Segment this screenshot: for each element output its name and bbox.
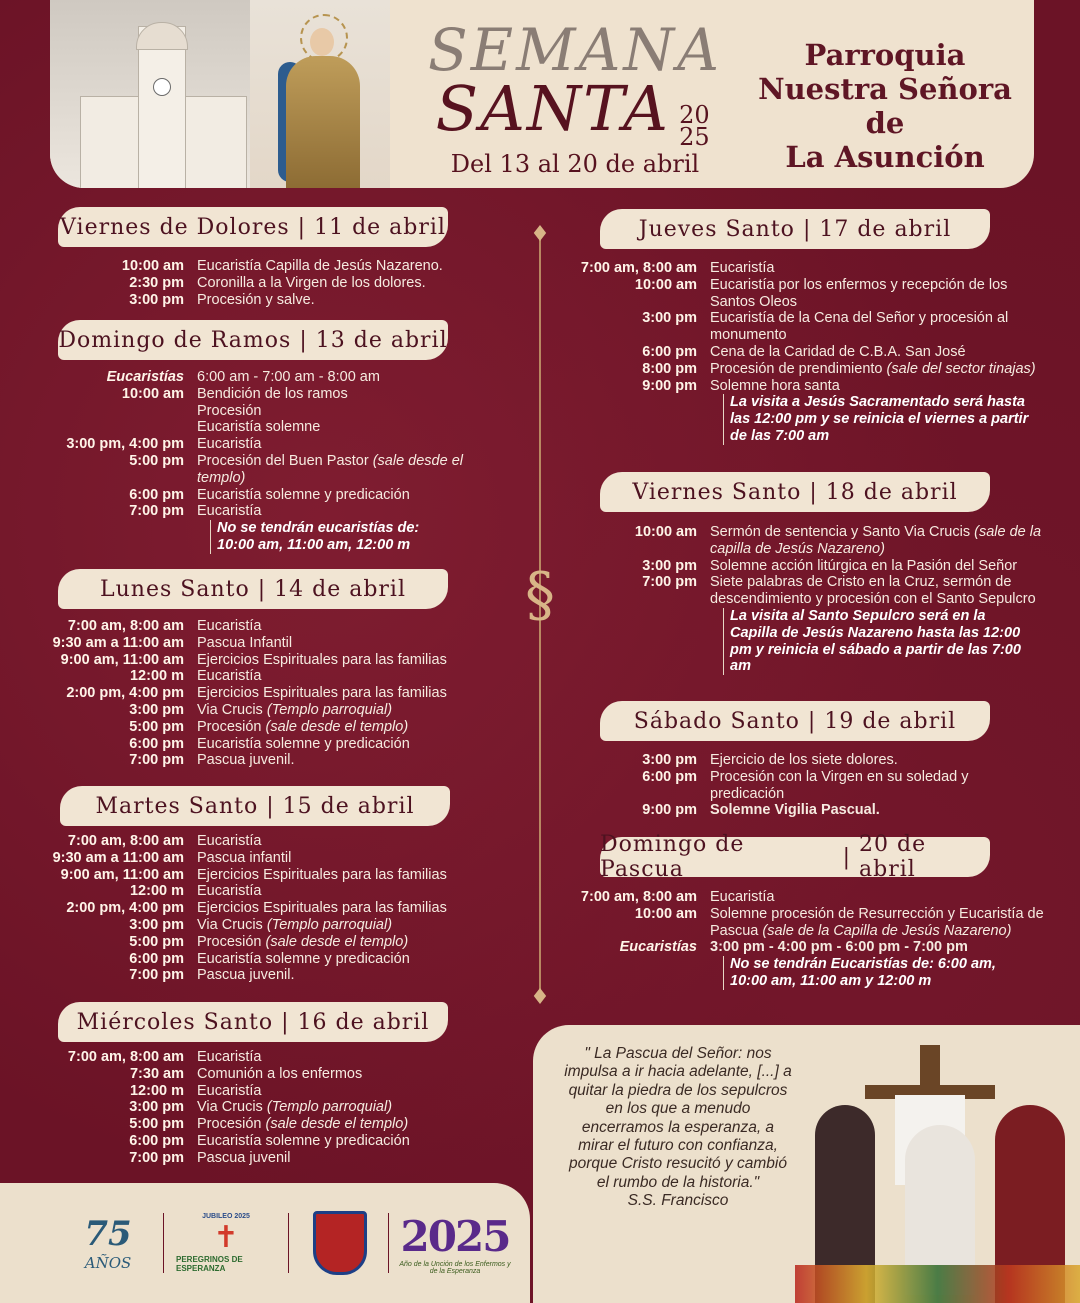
schedule-martes-santo <box>20 833 520 984</box>
header-panel <box>50 0 1034 188</box>
schedule-sabado-santo <box>560 752 1060 819</box>
list-item: 10:00 am Eucaristía Capilla de Jesús Nazareno. <box>121 258 443 274</box>
list-item: 8:00 pm Procesión de prendimiento (sale del sector tinajas) <box>642 360 1036 377</box>
pope-quote: " La Pascua del Señor: nos impulsa a ir hacia adelante, [...] a quitar la piedra de los sepulcros en los que a menudo encerramos la esperanza, a mirar el futuro con confianza, porque Cristo resucitó y cambió el rumbo de la historia." S.S. Francisco <box>564 1045 792 1210</box>
list-item: 6:00 pm Eucaristía solemne y predicación <box>129 486 410 503</box>
schedule-note: No se tendrán eucaristías de: 10:00 am, 11:00 am, 12:00 m <box>210 520 447 554</box>
list-item: 7:00 am, 8:00 am Eucaristía <box>580 260 775 276</box>
list-item: 2:30 pm Coronilla a la Virgen de los dolores. <box>129 274 426 291</box>
quote-panel <box>533 1025 1080 1303</box>
day-banner-domingo-ramos: Domingo de Ramos | 13 de abril <box>58 320 448 360</box>
list-item: 7:00 am, 8:00 am Eucaristía <box>580 889 775 905</box>
schedule-jueves-santo <box>560 260 1060 445</box>
schedule-note: La visita a Jesús Sacramentado será hasta las 12:00 pm y se reinicia el viernes a partir de las 7:00 am <box>723 394 1040 444</box>
list-item: 9:00 pm Solemne hora santa <box>642 377 840 394</box>
list-item: 10:00 am Eucaristía por los enfermos y recepción de los Santos Oleos <box>634 276 1008 310</box>
footer-logos <box>0 1183 530 1303</box>
day-banner-lunes-santo: Lunes Santo | 14 de abril <box>58 569 448 609</box>
list-item: 10:00 am Bendición de los ramos <box>121 385 348 402</box>
list-item: 3:00 pm Via Crucis (Templo parroquial) <box>129 1099 393 1116</box>
list-item: 9:00 am, 11:00 am Ejercicios Espirituales para las familias <box>60 651 447 668</box>
list-item: 6:00 pm Eucaristía solemne y predicación <box>129 1132 410 1149</box>
divider <box>163 1213 164 1273</box>
list-item: 9:00 am, 11:00 am Ejercicios Espirituales para las familias <box>60 866 447 883</box>
day-banner-martes-santo: Martes Santo | 15 de abril <box>60 786 450 826</box>
list-item: 9:30 am a 11:00 am Pascua Infantil <box>52 634 293 651</box>
list-item: 3:00 pm Via Crucis (Templo parroquial) <box>129 916 393 933</box>
list-item: 7:00 am, 8:00 am Eucaristía <box>67 1049 262 1065</box>
diocese-shield-logo <box>300 1193 380 1293</box>
list-item: 5:00 pm Procesión (sale desde el templo) <box>129 718 409 735</box>
list-item: 2:00 pm, 4:00 pm Ejercicios Espirituales para las familias <box>66 900 447 917</box>
schedule-domingo-ramos <box>20 369 520 554</box>
list-item: 6:00 pm Eucaristía solemne y predicación <box>129 950 410 967</box>
list-item: 2:00 pm, 4:00 pm Ejercicios Espirituales para las familias <box>66 685 447 702</box>
event-dates: Del 13 al 20 de abril <box>450 149 700 178</box>
list-item: 7:00 pm Pascua juvenil. <box>129 752 295 769</box>
list-item: 12:00 m Eucaristía <box>129 668 262 685</box>
day-banner-sabado-santo: Sábado Santo | 19 de abril <box>600 701 990 741</box>
list-item: 5:00 pm Procesión (sale desde el templo) <box>129 1116 409 1133</box>
virgin-statue-photo <box>250 0 390 188</box>
descent-from-cross-photo <box>795 1035 1080 1303</box>
list-item: 7:00 am, 8:00 am Eucaristía <box>67 618 262 634</box>
schedule-domingo-pascua <box>560 889 1060 990</box>
list-item: Eucaristía solemne <box>197 419 321 436</box>
list-item: 3:00 pm Via Crucis (Templo parroquial) <box>129 701 393 718</box>
list-item: 3:00 pm Ejercicio de los siete dolores. <box>642 752 898 768</box>
list-item: Procesión <box>197 402 262 419</box>
schedule-note: La visita al Santo Sepulcro será en la Capilla de Jesús Nazareno hasta las 12:00 pm y reinicia el sábado a partir de las 7:00 am <box>723 608 1030 675</box>
ornament-icon: ♦ <box>530 985 550 1010</box>
ornament-icon: § <box>525 560 555 630</box>
list-item: 3:00 pm Eucaristía de la Cena del Señor y procesión al monumento <box>642 310 1009 344</box>
list-item: 6:00 pm Cena de la Caridad de C.B.A. San José <box>642 343 966 360</box>
title-year: 20 25 <box>679 100 710 151</box>
list-item: 7:00 pm Eucaristía <box>129 503 262 520</box>
day-banner-viernes-dolores: Viernes de Dolores | 11 de abril <box>58 207 448 247</box>
list-item: 7:30 am Comunión a los enfermos <box>129 1065 363 1082</box>
list-item: 5:00 pm Procesión del Buen Pastor (sale desde el templo) <box>129 452 463 486</box>
day-banner-domingo-pascua: Domingo de Pascua | 20 de abril <box>600 837 990 877</box>
title-semana: SEMANA <box>428 16 722 84</box>
list-item: 3:00 pm, 4:00 pm Eucaristía <box>66 436 262 453</box>
schedule-miercoles-santo <box>20 1049 520 1167</box>
list-item: 10:00 am Solemne procesión de Resurrección y Eucaristía de Pascua (sale de la Capilla de Jesús Nazareno) <box>634 905 1044 939</box>
parish-name: Parroquia Nuestra Señora de La Asunción <box>758 38 1012 174</box>
list-item: 12:00 m Eucaristía <box>129 1082 262 1099</box>
list-item: 7:00 pm Siete palabras de Cristo en la Cruz, sermón de descendimiento y procesión con el Santo Sepulcro <box>642 574 1036 608</box>
clock-icon <box>153 78 171 96</box>
list-item: Eucaristías 6:00 am - 7:00 am - 8:00 am <box>106 369 380 385</box>
day-banner-miercoles-santo: Miércoles Santo | 16 de abril <box>58 1002 448 1042</box>
ornament-icon: ♦ <box>530 222 550 247</box>
event-title <box>405 16 745 188</box>
day-banner-jueves-santo: Jueves Santo | 17 de abril <box>600 209 990 249</box>
divider <box>288 1213 289 1273</box>
list-item: 3:00 pm Procesión y salve. <box>129 291 315 308</box>
shield-icon <box>313 1211 367 1275</box>
list-item: 7:00 pm Pascua juvenil <box>129 1149 291 1166</box>
list-item: 3:00 pm Solemne acción litúrgica en la Pasión del Señor <box>642 557 1018 574</box>
list-item: 6:00 pm Eucaristía solemne y predicación <box>129 735 410 752</box>
list-item: Eucaristías 3:00 pm - 4:00 pm - 6:00 pm - 7:00 pm <box>619 939 968 956</box>
church-photo <box>50 0 250 188</box>
day-banner-viernes-santo: Viernes Santo | 18 de abril <box>600 472 990 512</box>
divider <box>388 1213 389 1273</box>
schedule-lunes-santo <box>20 618 520 769</box>
schedule-note: No se tendrán Eucaristías de: 6:00 am, 10:00 am, 11:00 am y 12:00 m <box>723 956 1030 990</box>
schedule-viernes-dolores <box>20 258 520 308</box>
list-item: 9:00 pm Solemne Vigilia Pascual. <box>642 802 880 819</box>
list-item: 5:00 pm Procesión (sale desde el templo) <box>129 933 409 950</box>
list-item: 10:00 am Sermón de sentencia y Santo Via Crucis (sale de la capilla de Jesús Nazareno) <box>634 524 1042 557</box>
list-item: 7:00 pm Pascua juvenil. <box>129 967 295 984</box>
list-item: 9:30 am a 11:00 am Pascua infantil <box>52 849 292 866</box>
list-item: 12:00 m Eucaristía <box>129 883 262 900</box>
anniversary-logo: 75 AÑOS <box>84 1214 132 1272</box>
quote-author: S.S. Francisco <box>627 1192 729 1210</box>
list-item: 6:00 pm Procesión con la Virgen en su soledad y predicación <box>642 768 969 802</box>
year-2025-logo: 2025 Año de la Unción de los Enfermos y de la Esperanza <box>399 1211 511 1275</box>
title-santa: SANTA <box>435 72 670 145</box>
cross-icon: ✝ <box>213 1221 239 1254</box>
schedule-viernes-santo <box>560 524 1060 675</box>
jubilee-logo: JUBILEO 2025 ✝ PEREGRINOS DE ESPERANZA <box>176 1213 250 1273</box>
list-item: 7:00 am, 8:00 am Eucaristía <box>67 833 262 849</box>
